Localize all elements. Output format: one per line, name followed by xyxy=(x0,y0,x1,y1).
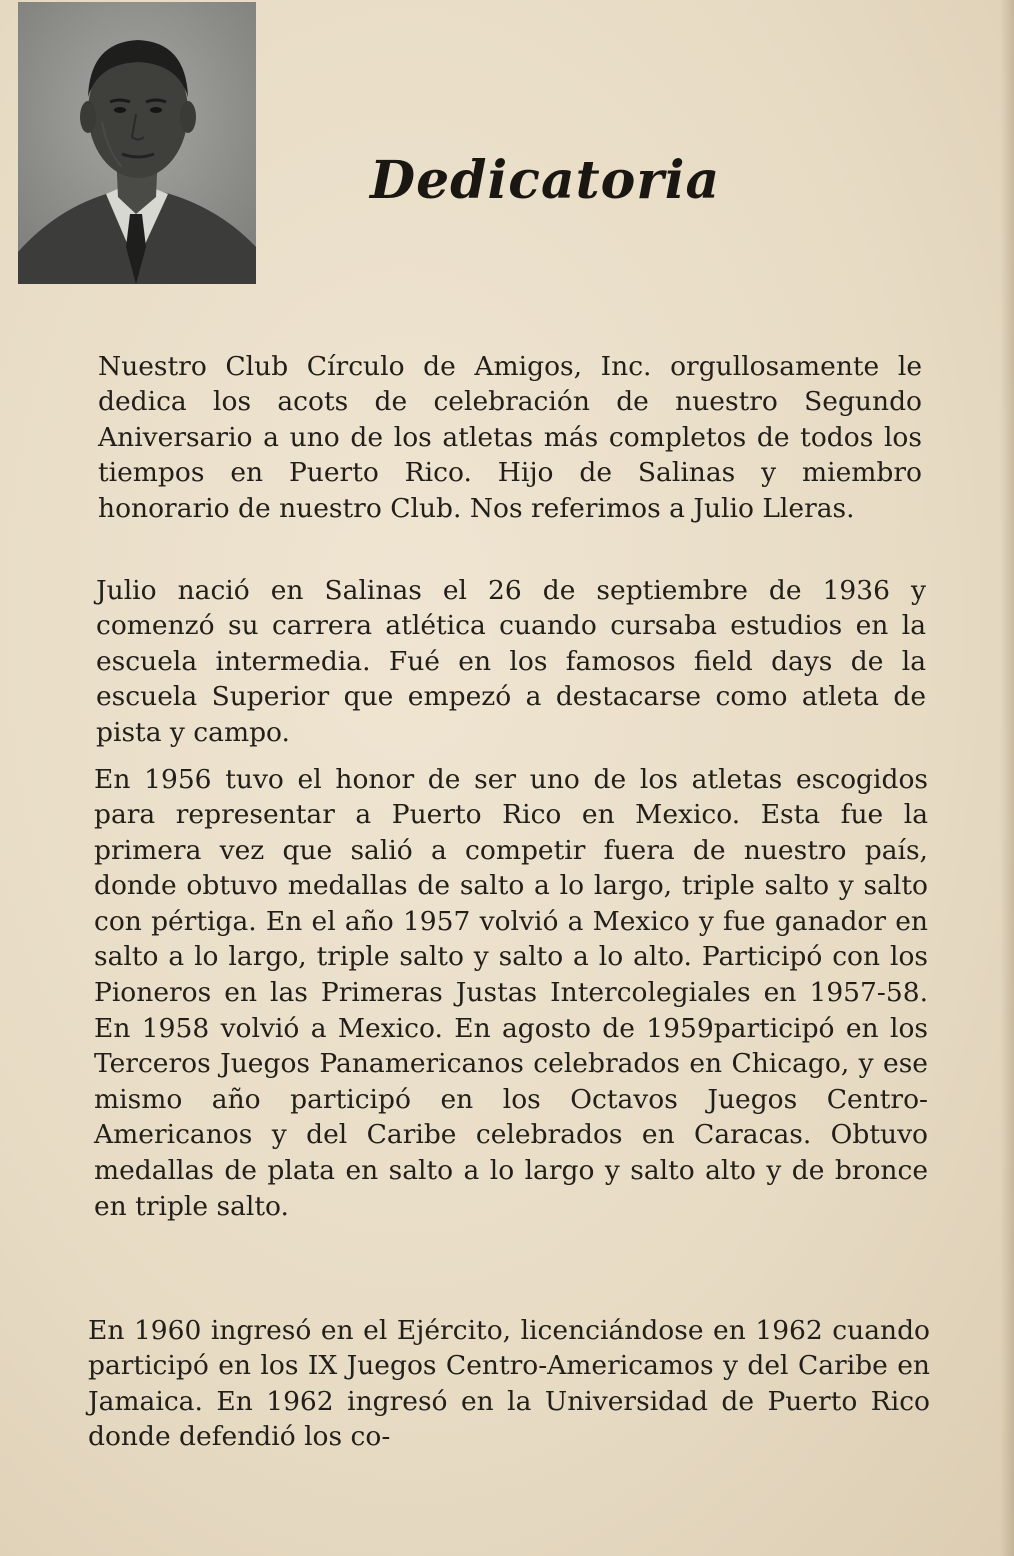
paragraph-army: En 1960 ingresó en el Ejército, licenciándose en 1962 cuando participó en los IX Juegos Centro-Americamos y del Caribe en Jamaica. En 1962 ingresó en la Universidad de Puerto Rico donde defendió los co- xyxy=(88,1314,930,1453)
page-title: Dedicatoria xyxy=(370,150,721,211)
paragraph-birth: Julio nació en Salinas el 26 de septiembre de 1936 y comenzó su carrera atlética cuando cursaba estudios en la escuela intermedia. Fué en los famosos field days de la escuela Superior que empezó a destacarse como atleta de pista y campo. xyxy=(96,574,926,748)
page-edge-shadow xyxy=(1000,0,1014,1556)
paragraph-dedication: Nuestro Club Círculo de Amigos, Inc. orgullosamente le dedica los acots de celebración de nuestro Segundo Aniversario a uno de los atletas más completos de todos los tiempos en Puerto Rico. Hijo de Salinas y miembro honorario de nuestro Club. Nos referimos a Julio Lleras. xyxy=(98,350,922,524)
portrait-photo-icon xyxy=(18,2,256,284)
paragraph-career: En 1956 tuvo el honor de ser uno de los atletas escogidos para representar a Puerto Rico en Mexico. Esta fue la primera vez que salió a competir fuera de nuestro país, donde obtuvo medallas de salto a lo largo, triple salto y salto con pértiga. En el año 1957 volvió a Mexico y fue ganador en salto a lo largo, triple salto y salto a lo alto. Participó con los Pioneros en las Primeras Justas Intercolegiales en 1957-58. En 1958 volvió a Mexico. En agosto de 1959participó en los Terceros Juegos Panamericanos celebrados en Chicago, y ese mismo año participó en los Octavos Juegos Centro-Americanos y del Caribe celebrados en Caracas. Obtuvo medallas de plata en salto a lo largo y salto alto y de bronce en triple salto. xyxy=(94,763,928,1222)
portrait-photo xyxy=(18,2,256,284)
